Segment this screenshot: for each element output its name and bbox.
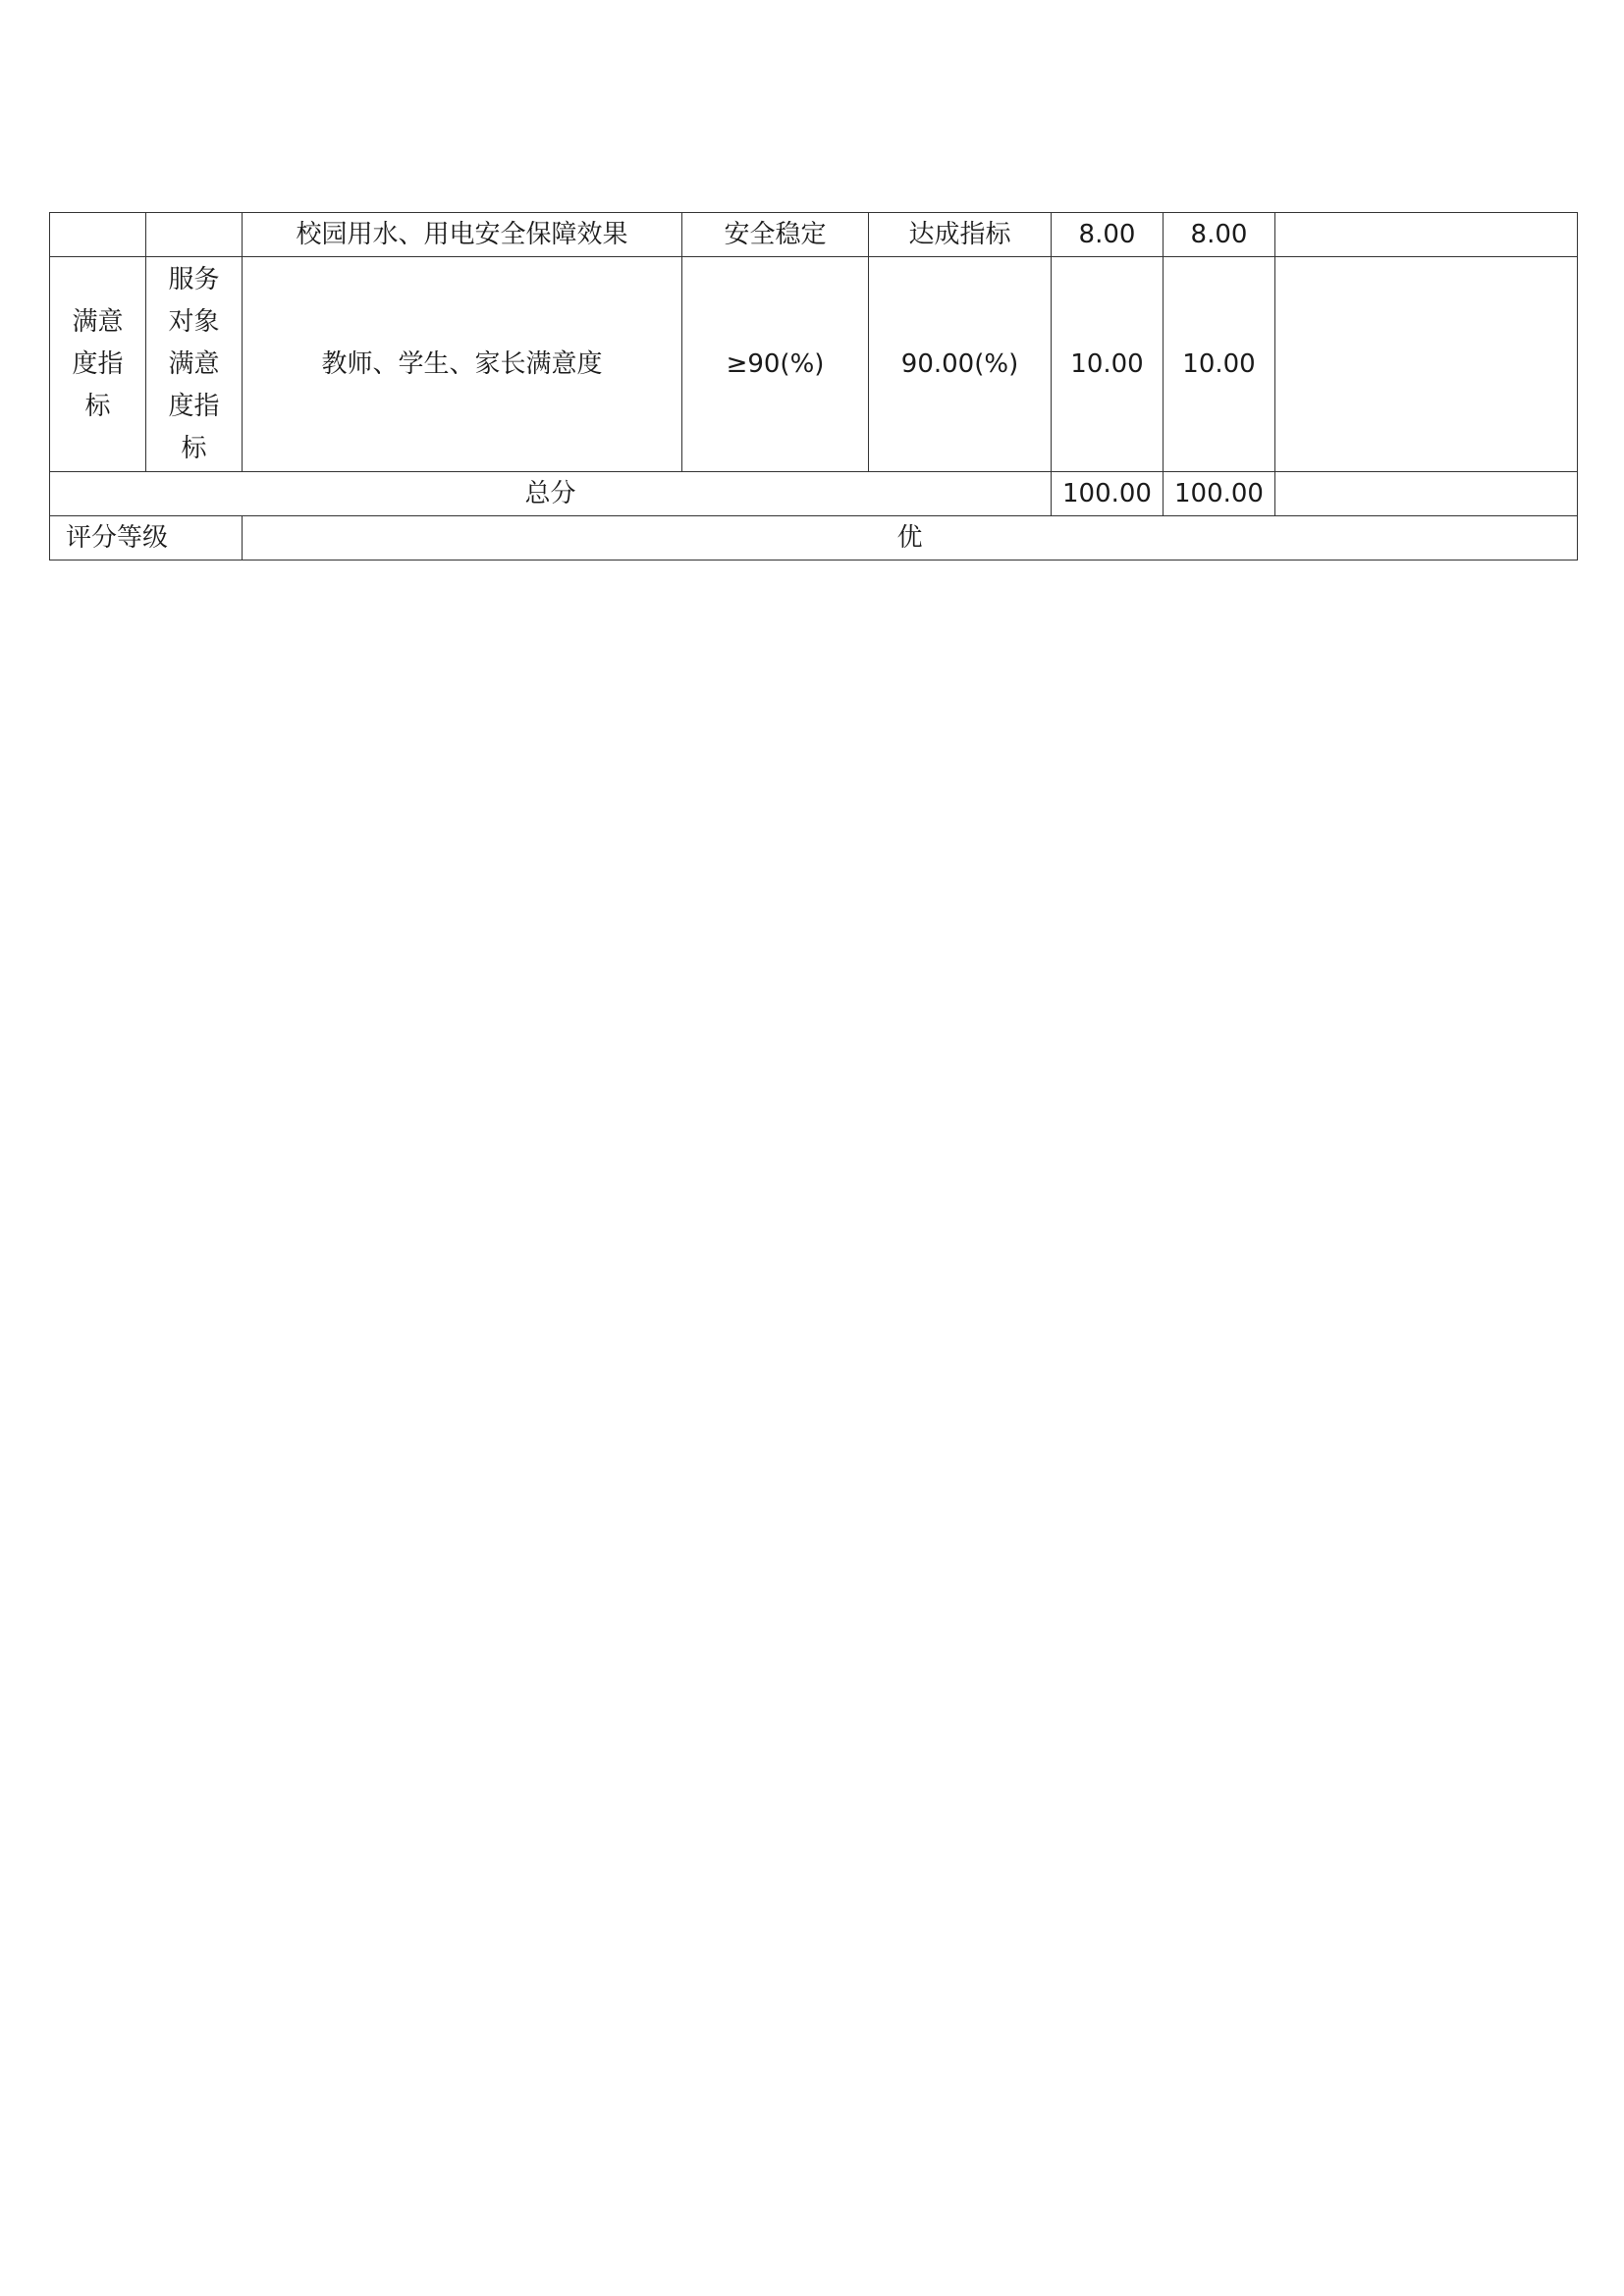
cell-score: 10.00 bbox=[1164, 257, 1275, 472]
cell-level2 bbox=[146, 257, 243, 472]
table-row-safety bbox=[50, 213, 1578, 257]
cell-indicator: 校园用水、用电安全保障效果 bbox=[243, 213, 682, 257]
cell-actual: 达成指标 bbox=[869, 213, 1052, 257]
cell-weight: 8.00 bbox=[1052, 213, 1164, 257]
cell-actual: 90.00(%) bbox=[869, 257, 1052, 472]
cell-weight: 10.00 bbox=[1052, 257, 1164, 472]
cell-total-note bbox=[1275, 472, 1578, 516]
cell-grade-label: 评分等级 bbox=[50, 516, 243, 561]
cell-note bbox=[1275, 257, 1578, 472]
cell-level1-empty bbox=[50, 213, 146, 257]
cell-target: ≥90(%) bbox=[682, 257, 869, 472]
table-row-grade bbox=[50, 516, 1578, 561]
level1-text: 满意度指标 bbox=[72, 306, 124, 421]
level2-text: 服务对象满意度指标 bbox=[168, 264, 220, 463]
cell-indicator: 教师、学生、家长满意度 bbox=[243, 257, 682, 472]
cell-level2-empty bbox=[146, 213, 243, 257]
cell-score: 8.00 bbox=[1164, 213, 1275, 257]
performance-table bbox=[49, 212, 1578, 561]
cell-grade-value: 优 bbox=[243, 516, 1578, 561]
cell-total-score: 100.00 bbox=[1164, 472, 1275, 516]
cell-target: 安全稳定 bbox=[682, 213, 869, 257]
cell-note bbox=[1275, 213, 1578, 257]
cell-total-weight: 100.00 bbox=[1052, 472, 1164, 516]
table-row-satisfaction bbox=[50, 257, 1578, 472]
cell-total-label: 总分 bbox=[50, 472, 1052, 516]
table-row-total bbox=[50, 472, 1578, 516]
cell-level1 bbox=[50, 257, 146, 472]
